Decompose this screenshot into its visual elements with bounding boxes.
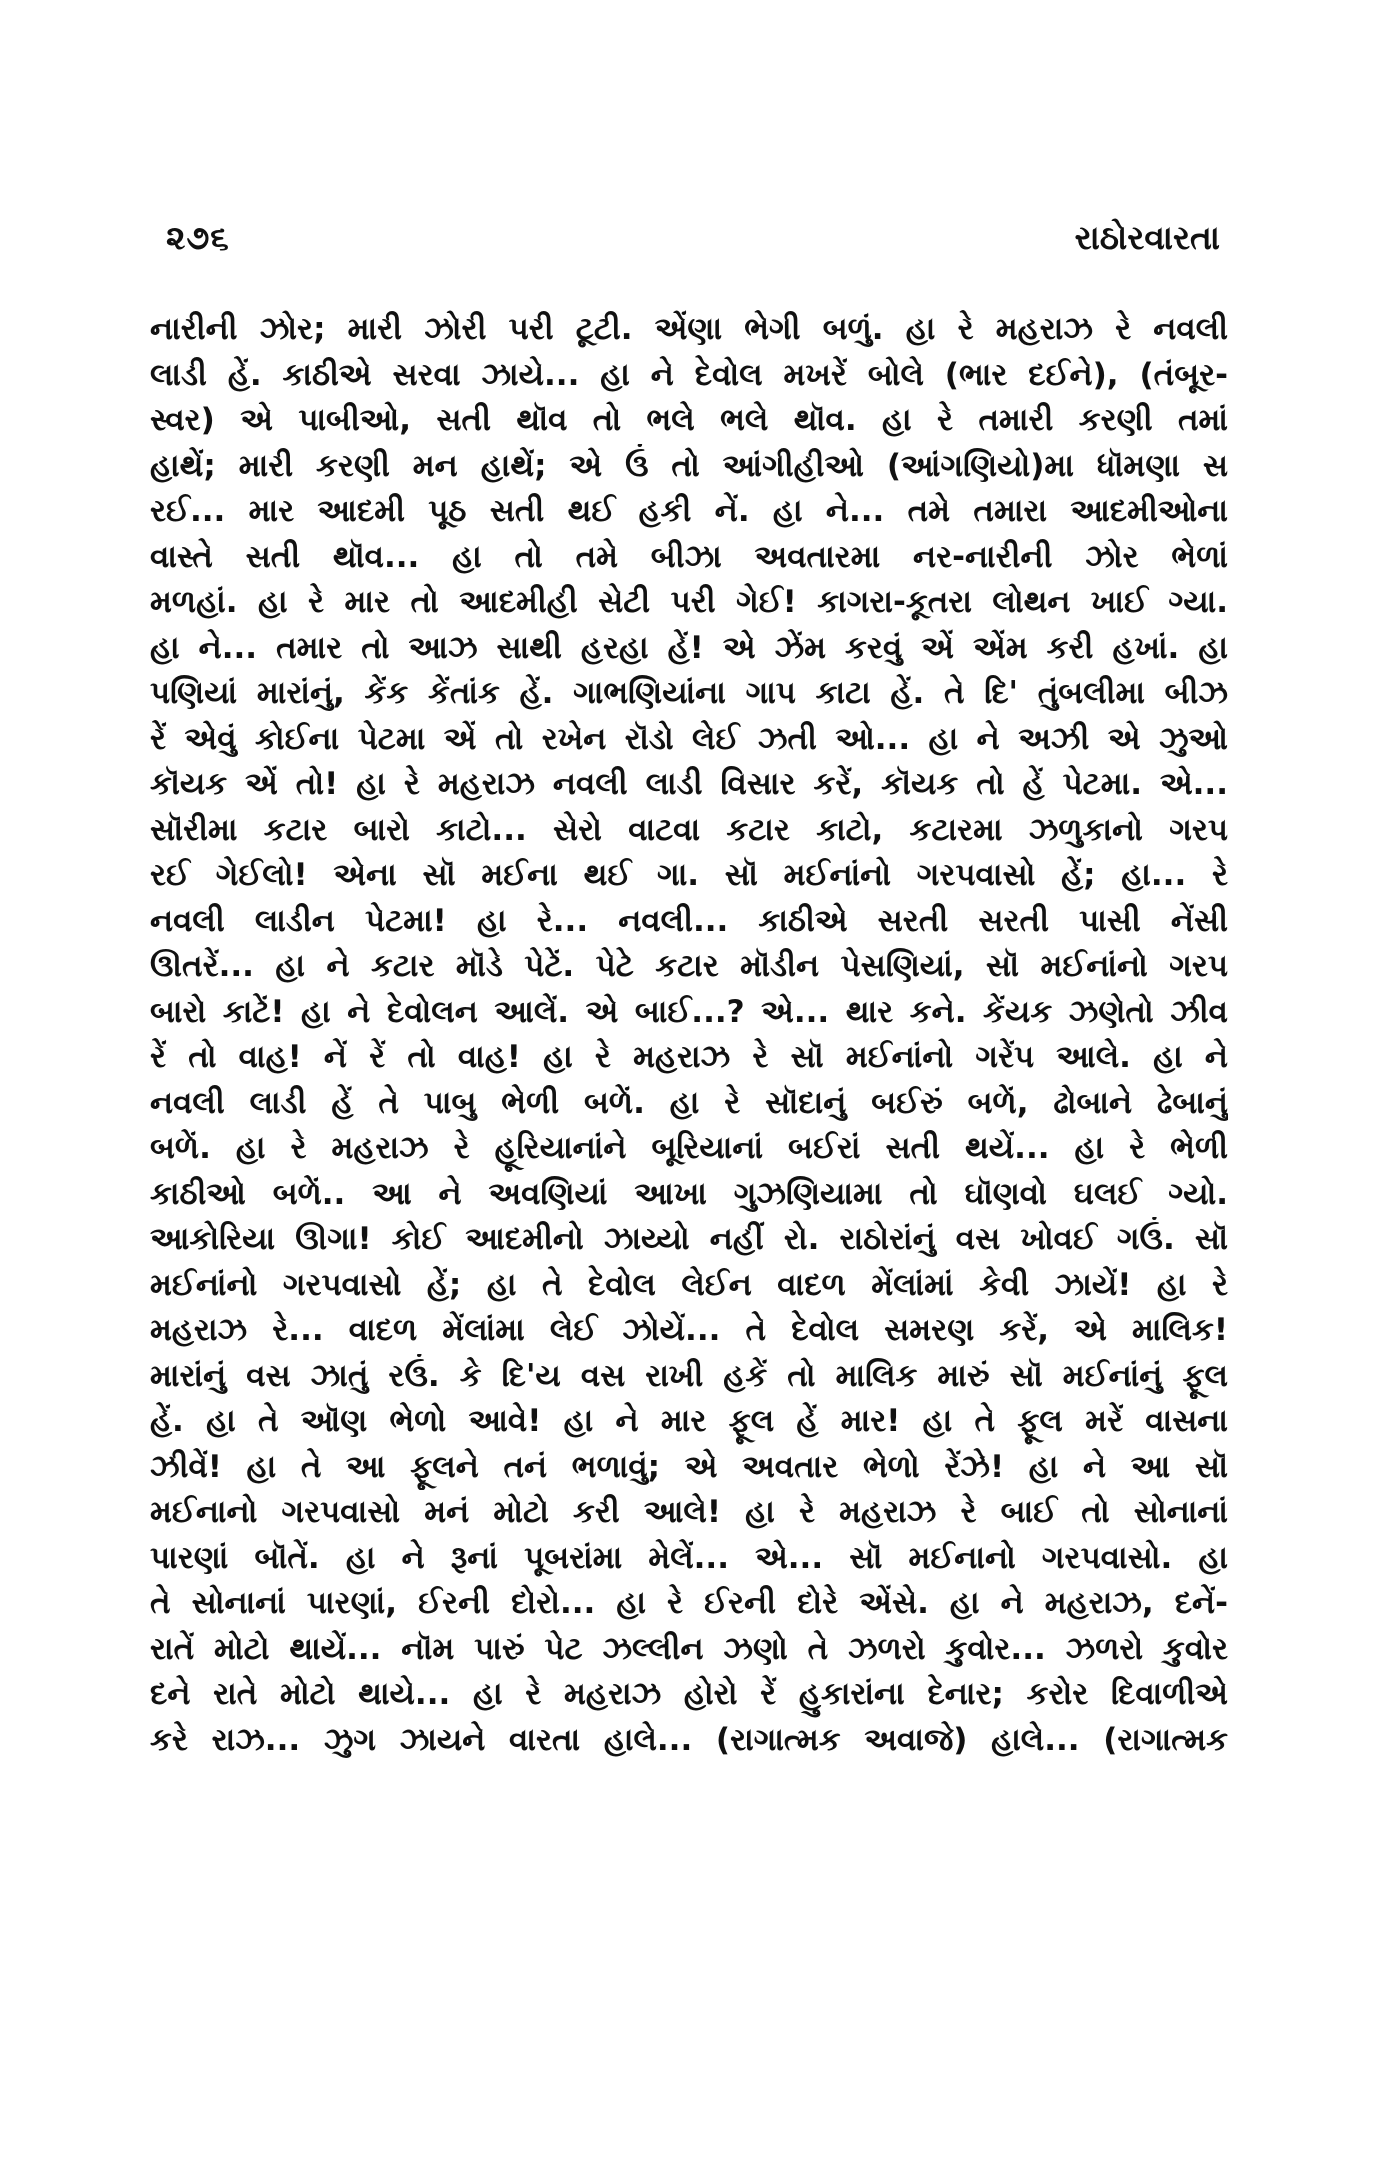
text-line: ઝીવેં! હા તે આ ફૂલને તનં ભળાવું; એ અવતાર ભેળો રેંઝે! હા ને આ સૉ	[150, 1448, 1228, 1485]
text-line: પારણાં બૉતેં. હા ને રૂનાં પૂબરાંમા મેલેં... એ... સૉ મઈનાનો ગરપવાસો. હા	[150, 1539, 1228, 1576]
text-line: કાઠીઓ બળેં.. આ ને અવણિયાં આખા ગુઝણિયામા તો ઘૉણવો ઘલઈ ગ્યો.	[150, 1175, 1228, 1212]
text-line: રઈ... માર આદમી પૂઠ સતી થઈ હકી નેં. હા ને... તમે તમારા આદમીઓના	[150, 493, 1228, 529]
text-line: નવલી લાડી હેં તે પાબુ ભેળી બળેં. હા રે સૉદાનું બઈરું બળેં, ઢોબાને ઢેબાનું	[150, 1084, 1228, 1121]
text-line: મળહાં. હા રે માર તો આદમીહી સેટી પરી ગેઈ! કાગરા-કૂતરા લોથન ખાઈ ગ્યા.	[150, 584, 1228, 620]
text-line: રાતેં મોટો થાયેં... નૉમ પારું પેટ ઝલ્લીન ઝણો તે ઝળરો કુવોર... ઝળરો કુવોર	[150, 1630, 1228, 1667]
text-line: કૉયક એં તો! હા રે મહરાઝ નવલી લાડી વિસાર કરેં, કૉયક તો હેં પેટમા. એ...	[150, 766, 1228, 802]
text-line: હેં. હા તે ઑણ ભેળો આવે! હા ને માર ફૂલ હેં માર! હા તે ફૂલ મરેં વાસના	[150, 1403, 1228, 1439]
text-line: રેં તો વાહ! નેં રેં તો વાહ! હા રે મહરાઝ રે સૉ મઈનાંનો ગરેંપ આલે. હા ને	[150, 1039, 1228, 1075]
page-header	[166, 218, 1220, 266]
text-line: મારાંનું વસ ઝાતું રઉં. કે દિ'ય વસ રાખી હકેં તો માલિક મારું સૉ મઈનાંનું ફૂલ	[150, 1357, 1228, 1394]
text-line: દને રાતે મોટો થાયે... હા રે મહરાઝ હોરો રેં હુકારાંના દેનાર; કરોર દિવાળીએ	[150, 1676, 1228, 1712]
text-line: વાસ્તે સતી થૉવ... હા તો તમે બીઝા અવતારમા નર-નારીની ઝોર ભેળાં	[150, 538, 1228, 575]
text-line: આકોરિયા ઊગા! કોઈ આદમીનો ઝાય્યો નહીં રો. રાઠોરાંનું વસ ખોવઈ ગઉં. સૉ	[150, 1221, 1228, 1257]
text-line: નવલી લાડીન પેટમા! હા રે... નવલી... કાઠીએ સરતી સરતી પાસી નેંસી	[150, 902, 1228, 939]
text-line: મઈનાનો ગરપવાસો મનં મોટો કરી આલે! હા રે મહરાઝ રે બાઈ તો સોનાનાં	[150, 1494, 1228, 1530]
text-line: મહરાઝ રે... વાદળ મેંલાંમા લેઈ ઝોયેં... તે દેવોલ સમરણ કરેં, એ માલિક!	[150, 1312, 1228, 1348]
text-line: નારીની ઝોર; મારી ઝોરી પરી ટૂટી. એંણા ભેગી બળું. હા રે મહરાઝ રે નવલી	[150, 311, 1228, 347]
text-line: ઊતરેં... હા ને કટાર મૉડે પેટેં. પેટે કટાર મૉડીન પેસણિયાં, સૉ મઈનાંનો ગરપ	[150, 948, 1228, 984]
text-line: પણિયાં મારાંનું, કેંક કેંતાંક હેં. ગાભણિયાંના ગાપ કાટા હેં. તે દિ' તુંબલીમા બીઝ	[150, 675, 1228, 711]
text-line: મઈનાંનો ગરપવાસો હેં; હા તે દેવોલ લેઈન વાદળ મેંલાંમાં કેવી ઝાયેં! હા રે	[150, 1266, 1228, 1303]
text-line: રઈ ગેઈલો! એના સૉ મઈના થઈ ગા. સૉ મઈનાંનો ગરપવાસો હેં; હા... રે	[150, 857, 1228, 893]
text-line: બળેં. હા રે મહરાઝ રે હૂરિયાનાંને બૂરિયાનાં બઈરાં સતી થયેં... હા રે ભેળી	[150, 1130, 1228, 1166]
running-title: રાઠોરવારતા	[1074, 218, 1220, 257]
text-line: બારો કાટેં! હા ને દેવોલન આલેં. એ બાઈ...? એ... થાર કને. કેંયક ઝણેતો ઝીવ	[150, 993, 1228, 1030]
text-line: રેં એવું કોઈના પેટમા એં તો રખેન રૉડો લેઈ ઝતી ઓ... હા ને અઝી એ ઝુઓ	[150, 720, 1228, 757]
text-line: સૉરીમા કટાર બારો કાટો... સેરો વાટવા કટાર કાટો, કટારમા ઝળુકાનો ગરપ	[150, 811, 1228, 848]
text-line: કરે રાઝ... ઝુગ ઝાયને વારતા હાલે... (રાગાત્મક અવાજે) હાલે... (રાગાત્મક	[150, 1721, 1228, 1758]
text-line: સ્વર) એ પાબીઓ, સતી થૉવ તો ભલે ભલે થૉવ. હા રે તમારી કરણી તમાં	[150, 402, 1228, 438]
text-line: તે સોનાનાં પારણાં, ઈરની દોરો... હા રે ઈરની દોરે એંસે. હા ને મહરાઝ, દનેં-	[150, 1585, 1228, 1621]
body-text	[150, 307, 1228, 1763]
text-line: લાડી હેં. કાઠીએ સરવા ઝાયે... હા ને દેવોલ મખરેં બોલે (ભાર દઈને), (તંબૂર-	[150, 356, 1228, 393]
text-line: હા ને... તમાર તો આઝ સાથી હરહા હેં! એ ઝેંમ કરવું એં એંમ કરી હખાં. હા	[150, 629, 1228, 666]
page-number: ૨૭૬	[166, 218, 230, 257]
text-line: હાથેં; મારી કરણી મન હાથેં; એ ઉં તો આંગીહીઓ (આંગણિયો)મા ધૉમણા સ	[150, 447, 1228, 484]
